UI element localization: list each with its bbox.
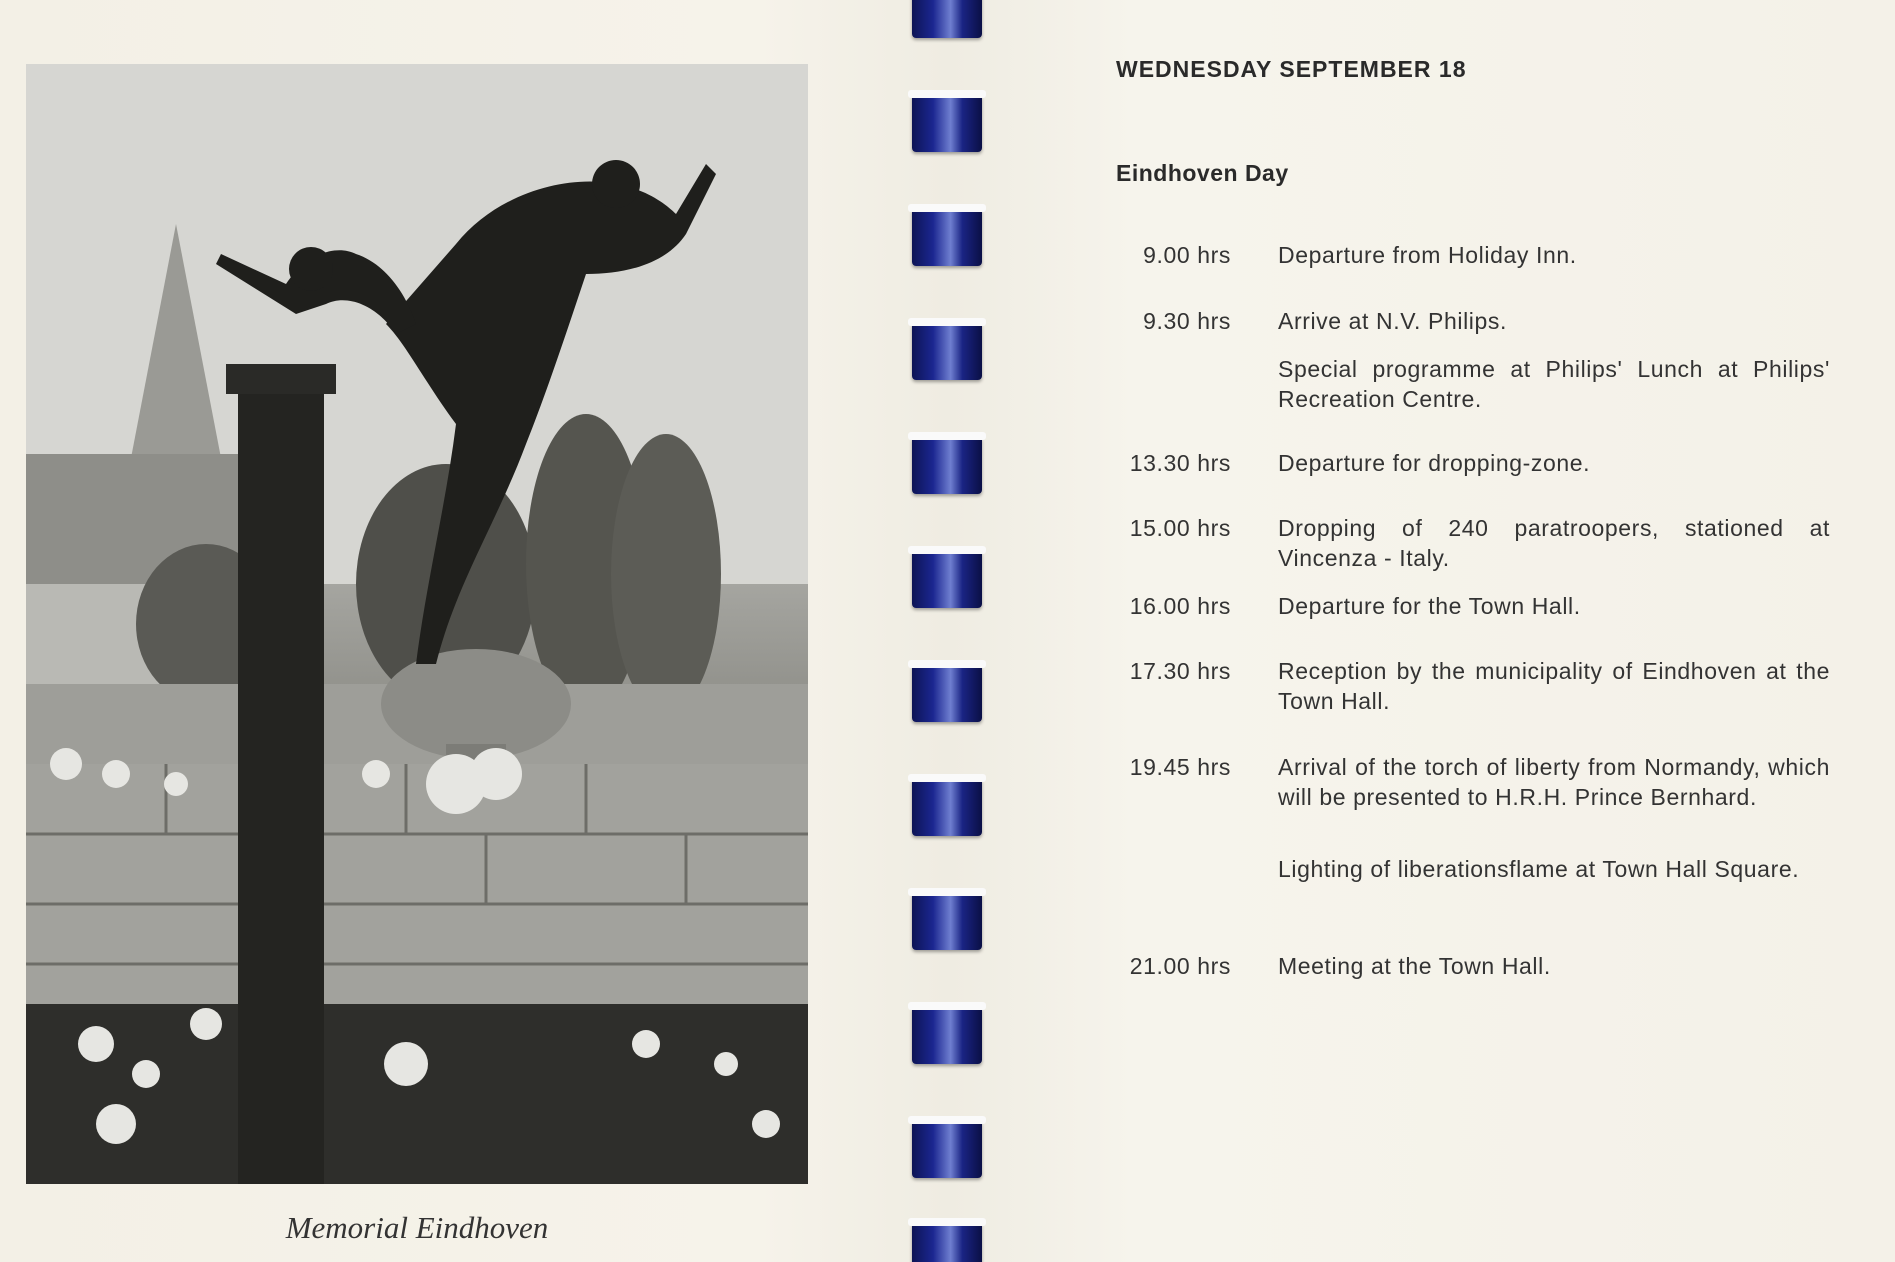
entry-description: Departure from Holiday Inn. [1278, 242, 1577, 268]
entry-description: Arrive at N.V. Philips. [1278, 308, 1507, 334]
entry-time: 15.00 hrs [1129, 515, 1231, 541]
binding-coil [912, 208, 982, 266]
entry-time: 9.30 hrs [1143, 308, 1231, 334]
binding-coil [912, 1006, 982, 1064]
binding-coil [912, 322, 982, 380]
entry-time: 9.00 hrs [1143, 242, 1231, 268]
event-heading: Eindhoven Day [1116, 160, 1289, 186]
memorial-photo-drawing [26, 64, 808, 1184]
entry-description: Lighting of liberationsflame at Town Hall Square. [1278, 856, 1800, 882]
spiral-binding [900, 0, 990, 1262]
binding-coil [912, 1120, 982, 1178]
binding-coil [912, 1222, 982, 1262]
entry-time: 13.30 hrs [1129, 450, 1231, 476]
entry-time: 16.00 hrs [1129, 593, 1231, 619]
photo-caption: Memorial Eindhoven [285, 1210, 549, 1245]
binding-coil [912, 550, 982, 608]
binding-coil [912, 436, 982, 494]
entry-time: 21.00 hrs [1129, 953, 1231, 979]
entry-time: 17.30 hrs [1129, 658, 1231, 684]
binding-coil [912, 0, 982, 38]
entry-description: Meeting at the Town Hall. [1278, 953, 1551, 979]
programme-page [1116, 0, 1830, 1262]
entry-description: Special programme at Philips' Lunch at Philips' Recreation Centre. [1278, 356, 1830, 412]
entry-description: Arrival of the torch of liberty from Normandy, which will be presented to H.R.H. Prince Bernhard. [1278, 754, 1830, 810]
memorial-photo [26, 64, 808, 1184]
day-heading: WEDNESDAY SEPTEMBER 18 [1116, 56, 1467, 82]
binding-coil [912, 892, 982, 950]
entry-description: Dropping of 240 paratroopers, stationed at Vincenza - Italy. [1278, 515, 1830, 571]
binding-coil [912, 94, 982, 152]
binding-coil [912, 778, 982, 836]
binding-coil [912, 664, 982, 722]
entry-description: Departure for dropping-zone. [1278, 450, 1591, 476]
entry-description: Reception by the municipality of Eindhoven at the Town Hall. [1278, 658, 1830, 714]
entry-description: Departure for the Town Hall. [1278, 593, 1581, 619]
entry-time: 19.45 hrs [1129, 754, 1231, 780]
